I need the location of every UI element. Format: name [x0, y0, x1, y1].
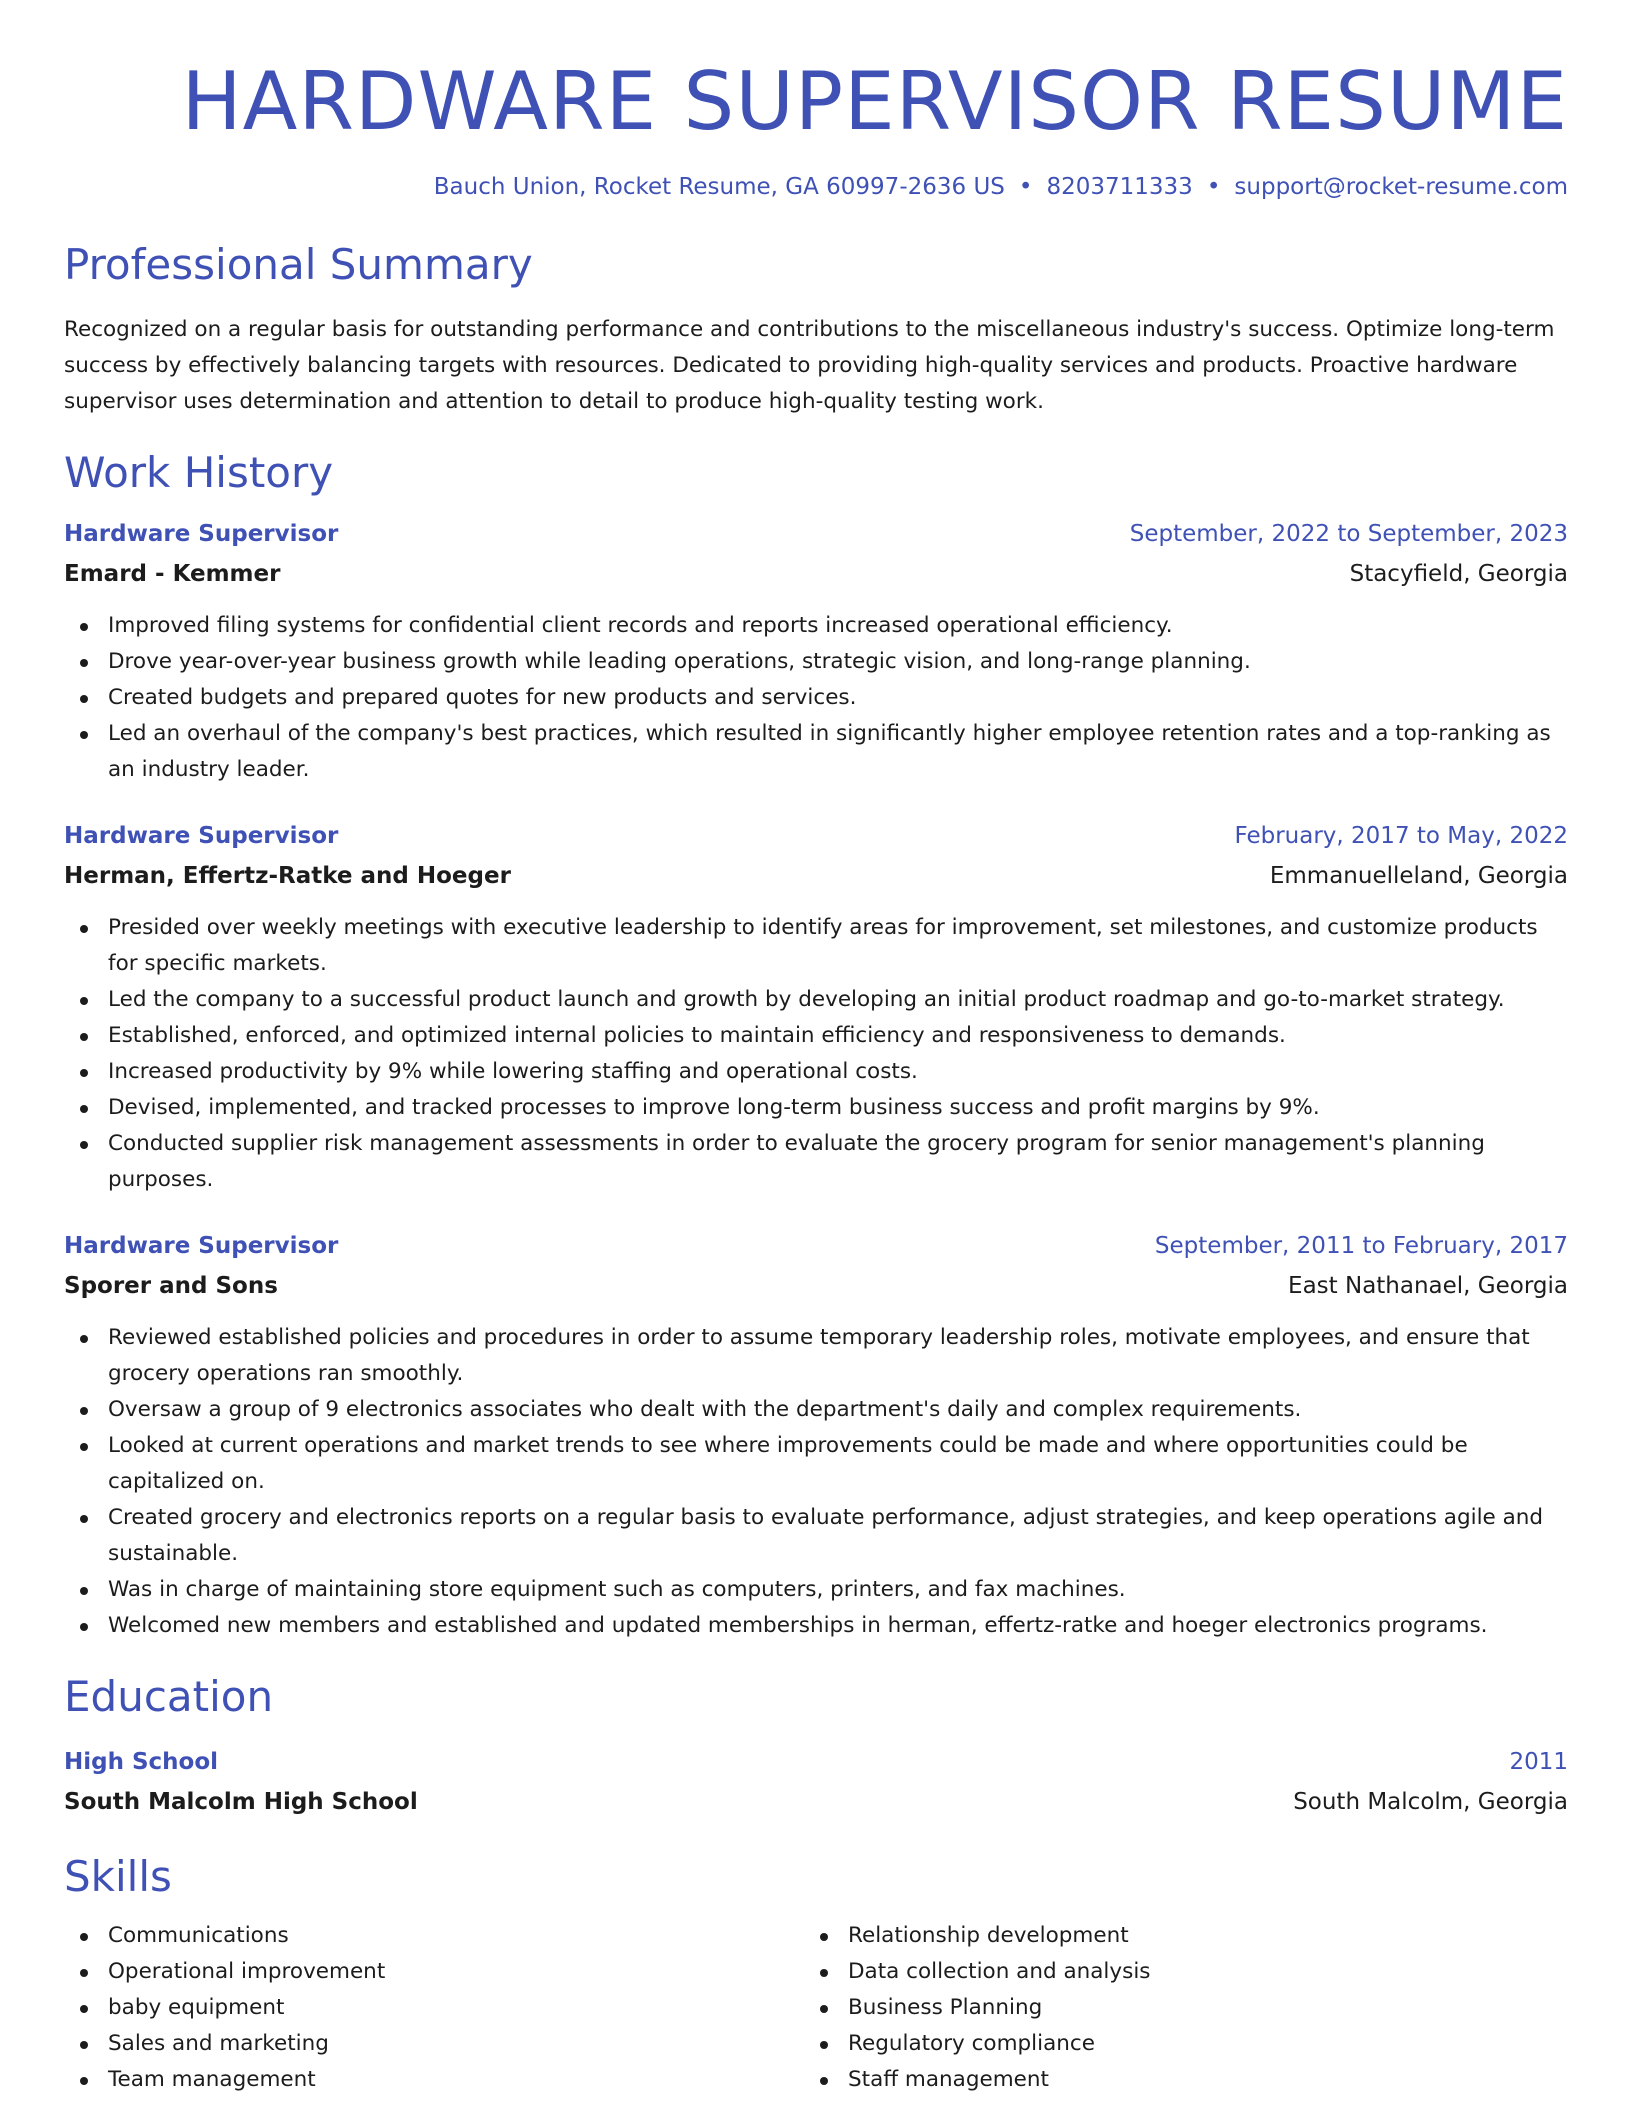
- job-bullet: Reviewed established policies and procedures in order to assume temporary leadership roles, motivate employees, and ensure that grocery operations ran smoothly.: [64, 1320, 1568, 1392]
- contact-address: Bauch Union, Rocket Resume, GA 60997-2636 US: [433, 174, 1005, 200]
- job-bullet: Increased productivity by 9% while lowering staffing and operational costs.: [64, 1054, 1568, 1090]
- job-bullet: Was in charge of maintaining store equipment such as computers, printers, and fax machines.: [64, 1572, 1568, 1608]
- job-role: Hardware Supervisor: [64, 823, 339, 849]
- skills-column-right: [804, 1918, 1544, 2098]
- skill-item: Regulatory compliance: [804, 2026, 1544, 2062]
- skill-item: baby equipment: [64, 1990, 804, 2026]
- job-bullet: Oversaw a group of 9 electronics associates who dealt with the department's daily and complex requirements.: [64, 1392, 1568, 1428]
- skill-item: Operational improvement: [64, 1954, 804, 1990]
- professional-summary-section: [64, 238, 1568, 420]
- job-bullets: [64, 910, 1568, 1198]
- job-bullet: Led the company to a successful product launch and growth by developing an initial product roadmap and go-to-market strategy.: [64, 982, 1568, 1018]
- job-employer: Sporer and Sons: [64, 1273, 278, 1299]
- job-bullet: Looked at current operations and market trends to see where improvements could be made and where opportunities could be capitalized on.: [64, 1428, 1568, 1500]
- job-bullet: Welcomed new members and established and updated memberships in herman, effertz-ratke and hoeger electronics programs.: [64, 1608, 1568, 1644]
- education-year: 2011: [1509, 1749, 1568, 1775]
- job-dates: February, 2017 to May, 2022: [1234, 823, 1568, 849]
- summary-text: Recognized on a regular basis for outstanding performance and contributions to the miscellaneous industry's success. Optimize long-term success by effectively balancing targets with resources. Dedicated to providing high-quality services and products. Proactive hardware supervisor uses determination and attention to detail to produce high-quality testing work.: [64, 317, 1555, 414]
- job-dates: September, 2022 to September, 2023: [1129, 521, 1568, 547]
- skill-item: Sales and marketing: [64, 2026, 804, 2062]
- skill-item: Data collection and analysis: [804, 1954, 1544, 1990]
- contact-separator: •: [1018, 174, 1033, 200]
- job-bullet: Improved filing systems for confidential client records and reports increased operational efficiency.: [64, 608, 1568, 644]
- job-bullet: Presided over weekly meetings with executive leadership to identify areas for improvement, set milestones, and customize products for specific markets.: [64, 910, 1568, 982]
- job-employer: Emard - Kemmer: [64, 561, 281, 587]
- skills-grid: [64, 1918, 1568, 2098]
- education-school-row: [64, 1784, 1568, 1820]
- section-heading: Education: [64, 1672, 274, 1721]
- job-header-row: [64, 516, 1568, 552]
- skills-list: [804, 1918, 1544, 2098]
- job-header-row: [64, 818, 1568, 854]
- job-bullet: Drove year-over-year business growth while leading operations, strategic vision, and long-range planning.: [64, 644, 1568, 680]
- job-employer-row: [64, 556, 1568, 592]
- job-role: Hardware Supervisor: [64, 521, 339, 547]
- education-location: South Malcolm, Georgia: [1293, 1789, 1568, 1815]
- job-location: Emmanuelleland, Georgia: [1269, 863, 1568, 889]
- skills-list: [64, 1918, 804, 2098]
- work-history-section: [64, 446, 1568, 1644]
- education-school: South Malcolm High School: [64, 1789, 418, 1815]
- job-bullet: Established, enforced, and optimized internal policies to maintain efficiency and responsiveness to demands.: [64, 1018, 1568, 1054]
- contact-line: [64, 174, 1568, 200]
- skill-item: Relationship development: [804, 1918, 1544, 1954]
- skill-item: Staff management: [804, 2062, 1544, 2098]
- contact-phone: 8203711333: [1046, 174, 1193, 200]
- skill-item: Business Planning: [804, 1990, 1544, 2026]
- job-role: Hardware Supervisor: [64, 1233, 339, 1259]
- job-location: Stacyfield, Georgia: [1349, 561, 1568, 587]
- education-entry: [64, 1744, 1568, 1820]
- section-heading: Skills: [64, 1852, 172, 1901]
- skill-item: Communications: [64, 1918, 804, 1954]
- job-employer-row: [64, 858, 1568, 894]
- skill-item: Team management: [64, 2062, 804, 2098]
- skills-section: [64, 1850, 1568, 2098]
- job-bullets: [64, 1320, 1568, 1644]
- skills-column-left: [64, 1918, 804, 2098]
- section-heading: Professional Summary: [64, 240, 533, 289]
- contact-separator: •: [1206, 174, 1221, 200]
- job-bullets: [64, 608, 1568, 788]
- job-dates: September, 2011 to February, 2017: [1154, 1233, 1568, 1259]
- resume-header: [64, 0, 1568, 200]
- education-header-row: [64, 1744, 1568, 1780]
- job-location: East Nathanael, Georgia: [1288, 1273, 1568, 1299]
- job-header-row: [64, 1228, 1568, 1264]
- job-employer-row: [64, 1268, 1568, 1304]
- job-bullet: Conducted supplier risk management assessments in order to evaluate the grocery program for senior management's planning purposes.: [64, 1126, 1568, 1198]
- section-heading: Work History: [64, 448, 334, 497]
- contact-email-link[interactable]: support@rocket-resume.com: [1234, 174, 1568, 200]
- resume-title: HARDWARE SUPERVISOR RESUME: [181, 55, 1568, 148]
- job-bullet: Created grocery and electronics reports on a regular basis to evaluate performance, adjust strategies, and keep operations agile and sustainable.: [64, 1500, 1568, 1572]
- job-entry: [64, 818, 1568, 1198]
- education-degree: High School: [64, 1749, 219, 1775]
- job-bullet: Created budgets and prepared quotes for new products and services.: [64, 680, 1568, 716]
- education-section: [64, 1670, 1568, 1820]
- job-entry: [64, 516, 1568, 788]
- job-entry: [64, 1228, 1568, 1644]
- job-employer: Herman, Effertz-Ratke and Hoeger: [64, 863, 511, 889]
- job-bullet: Led an overhaul of the company's best practices, which resulted in significantly higher employee retention rates and a top-ranking as an industry leader.: [64, 716, 1568, 788]
- job-bullet: Devised, implemented, and tracked processes to improve long-term business success and profit margins by 9%.: [64, 1090, 1568, 1126]
